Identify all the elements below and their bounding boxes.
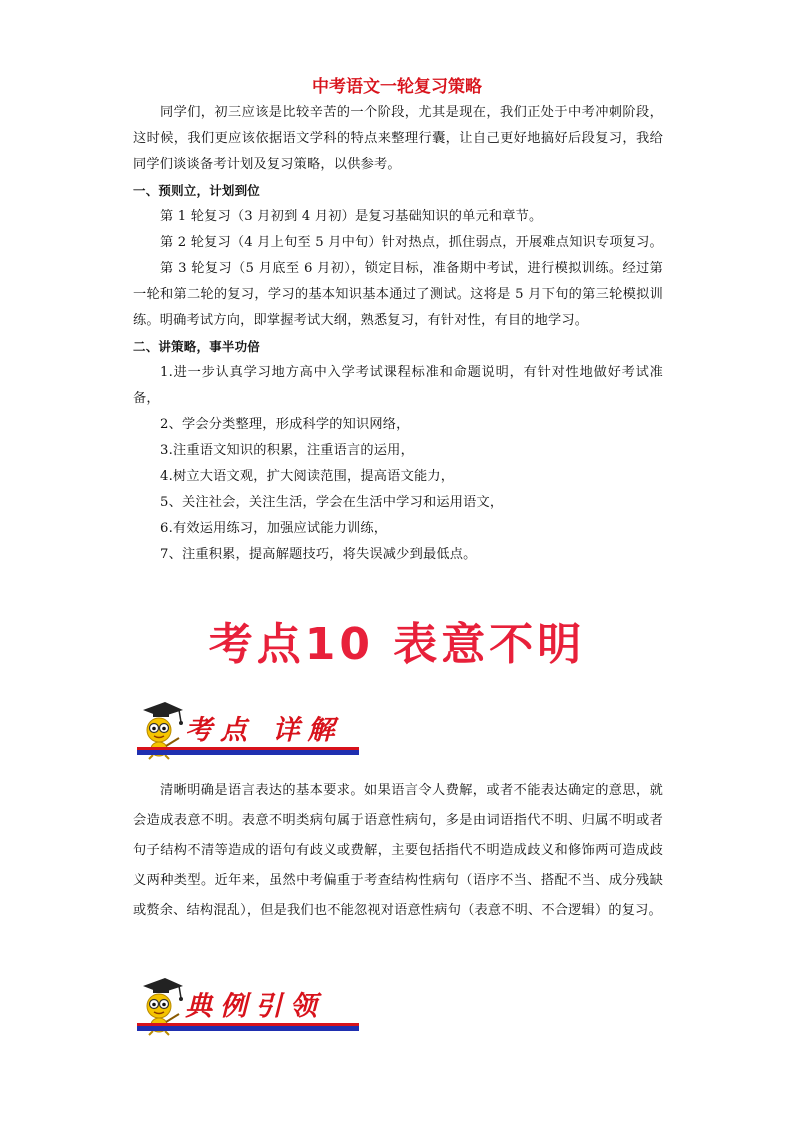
section2-heading: 二、讲策略，事半功倍 bbox=[133, 339, 261, 354]
intro-paragraph: 同学们，初三应该是比较辛苦的一个阶段，尤其是现在，我们正处于中考冲刺阶段，这时候，我们更应该依据语文学科的特点来整理行囊，让自己更好地搞好后段复习，我给同学们谈谈备考计划及复习策略，以供参考。 bbox=[133, 105, 663, 172]
badge-underline bbox=[137, 750, 359, 755]
section2-item: 5、关注社会，关注生活，学会在生活中学习和运用语文， bbox=[160, 495, 504, 510]
section1-item: 第 1 轮复习（3 月初到 4 月初）是复习基础知识的单元和章节。 bbox=[160, 209, 543, 224]
document-title: 中考语文一轮复习策略 bbox=[312, 77, 482, 97]
section2-item: 3.注重语文知识的积累，注重语言的运用， bbox=[160, 443, 414, 458]
explanation-content bbox=[133, 776, 663, 926]
section-badge-explanation bbox=[133, 700, 363, 760]
badge-label: 典例引领 bbox=[185, 991, 325, 1022]
main-content bbox=[133, 100, 663, 568]
section1-item: 第 2 轮复习（4 月上旬至 5 月中旬）针对热点，抓住弱点，开展难点知识专项复习。 bbox=[160, 235, 663, 250]
exam-point-title: 考点10 表意不明 bbox=[208, 619, 586, 670]
section2-item: 7、注重积累，提高解题技巧，将失误减少到最低点。 bbox=[160, 547, 477, 562]
section2-item: 1.进一步认真学习地方高中入学考试课程标准和命题说明，有针对性地做好考试准备， bbox=[133, 365, 663, 406]
section2-item: 6.有效运用练习，加强应试能力训练， bbox=[160, 521, 388, 536]
section1-heading: 一、预则立，计划到位 bbox=[133, 183, 261, 198]
section2-item: 4.树立大语文观，扩大阅读范围，提高语文能力， bbox=[160, 469, 455, 484]
section-badge-examples bbox=[133, 976, 363, 1036]
badge-label: 考点 详解 bbox=[185, 715, 343, 746]
explanation-paragraph: 清晰明确是语言表达的基本要求。如果语言令人费解，或者不能表达确定的意思，就会造成表意不明。表意不明类病句属于语意性病句，多是由词语指代不明、归属不明或者句子结构不清等造成的语句有歧义或费解，主要包括指代不明造成歧义和修饰两可造成歧义两种类型。近年来，虽然中考偏重于考查结构性病句（语序不当、搭配不当、成分残缺或赘余、结构混乱），但是我们也不能忽视对语意性病句（表意不明、不合逻辑）的复习。 bbox=[133, 783, 663, 918]
section1-item: 第 3 轮复习（5 月底至 6 月初），锁定目标，准备期中考试，进行模拟训练。经过第一轮和第二轮的复习，学习的基本知识基本通过了测试。这将是 5 月下旬的第三轮模拟训练。明确考试方向，即掌握考试大纲，熟悉复习，有针对性，有目的地学习。 bbox=[133, 261, 663, 328]
section2-item: 2、学会分类整理，形成科学的知识网络， bbox=[160, 417, 410, 432]
badge-underline bbox=[137, 1026, 359, 1031]
